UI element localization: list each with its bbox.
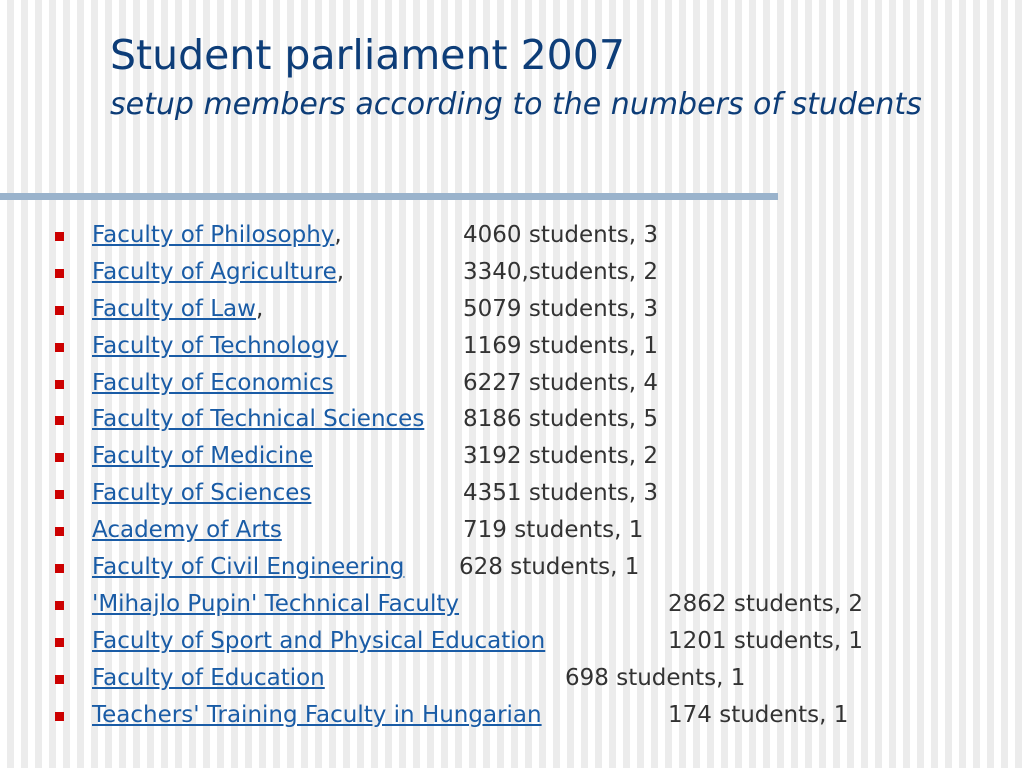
student-count: 6227 students, 4 [463, 369, 659, 396]
faculty-link[interactable]: Faculty of Civil Engineering [92, 554, 405, 581]
faculty-name [92, 549, 404, 586]
list-item [0, 697, 1024, 734]
faculty-name [92, 660, 325, 697]
square-bullet-icon [55, 453, 64, 462]
faculty-name [92, 217, 342, 254]
student-count: 2862 students, 2 [668, 590, 864, 617]
faculty-list [0, 217, 1024, 733]
student-count: 5079 students, 3 [463, 295, 659, 322]
separator: , [336, 258, 345, 285]
square-bullet-icon [55, 416, 64, 425]
faculty-name [92, 475, 311, 512]
faculty-name [92, 328, 346, 365]
faculty-link[interactable]: Faculty of Technical Sciences [92, 406, 425, 433]
list-item [0, 512, 1024, 549]
student-count: 3340,students, 2 [463, 258, 659, 285]
square-bullet-icon [55, 232, 64, 241]
square-bullet-icon [55, 490, 64, 499]
square-bullet-icon [55, 527, 64, 536]
faculty-link[interactable]: Faculty of Agriculture [92, 258, 337, 285]
faculty-link[interactable]: Faculty of Law [92, 295, 256, 322]
title-block [110, 30, 990, 130]
square-bullet-icon [55, 564, 64, 573]
slide-title: Student parliament 2007 [110, 31, 625, 79]
student-count: 3192 students, 2 [463, 443, 659, 470]
faculty-link[interactable]: Faculty of Sciences [92, 480, 312, 507]
list-item [0, 623, 1024, 660]
list-item [0, 586, 1024, 623]
square-bullet-icon [55, 269, 64, 278]
student-count: 174 students, 1 [668, 701, 849, 728]
faculty-link[interactable]: Faculty of Education [92, 664, 325, 691]
square-bullet-icon [55, 306, 64, 315]
faculty-link[interactable]: Faculty of Philosophy [92, 222, 335, 248]
square-bullet-icon [55, 675, 64, 684]
student-count: 8186 students, 5 [463, 406, 659, 433]
faculty-name [92, 512, 282, 549]
list-item [0, 401, 1024, 438]
square-bullet-icon [55, 638, 64, 647]
student-count: 719 students, 1 [463, 517, 644, 544]
faculty-link[interactable]: Faculty of Medicine [92, 443, 313, 470]
faculty-link[interactable]: 'Mihajlo Pupin' Technical Faculty [92, 590, 460, 617]
faculty-link[interactable]: Faculty of Technology [92, 332, 347, 359]
faculty-name [92, 623, 545, 660]
square-bullet-icon [55, 712, 64, 721]
faculty-name [92, 291, 263, 328]
list-item [0, 549, 1024, 586]
faculty-link[interactable]: Academy of Arts [92, 517, 282, 544]
title-divider [0, 193, 778, 200]
list-item [0, 291, 1024, 328]
list-item [0, 438, 1024, 475]
list-item [0, 475, 1024, 512]
student-count: 4060 students, 3 [463, 222, 659, 248]
student-count: 1201 students, 1 [668, 627, 864, 654]
faculty-name [92, 697, 542, 734]
student-count: 1169 students, 1 [463, 332, 659, 359]
faculty-name [92, 365, 334, 402]
student-count: 698 students, 1 [565, 664, 746, 691]
list-item [0, 217, 1024, 254]
faculty-name [92, 438, 313, 475]
list-item [0, 660, 1024, 697]
square-bullet-icon [55, 343, 64, 352]
list-item [0, 254, 1024, 291]
student-count: 628 students, 1 [459, 554, 640, 581]
faculty-link[interactable]: Faculty of Economics [92, 369, 334, 396]
separator: , [255, 295, 264, 322]
list-item [0, 365, 1024, 402]
faculty-link[interactable]: Faculty of Sport and Physical Education [92, 627, 546, 654]
student-count: 4351 students, 3 [463, 480, 659, 507]
faculty-name [92, 586, 459, 623]
square-bullet-icon [55, 601, 64, 610]
faculty-name [92, 254, 344, 291]
separator: , [334, 222, 342, 248]
square-bullet-icon [55, 380, 64, 389]
slide-subtitle: setup members according to the numbers of students [110, 87, 922, 122]
list-item [0, 328, 1024, 365]
faculty-link[interactable]: Teachers' Training Faculty in Hungarian [92, 701, 542, 728]
faculty-name [92, 401, 424, 438]
